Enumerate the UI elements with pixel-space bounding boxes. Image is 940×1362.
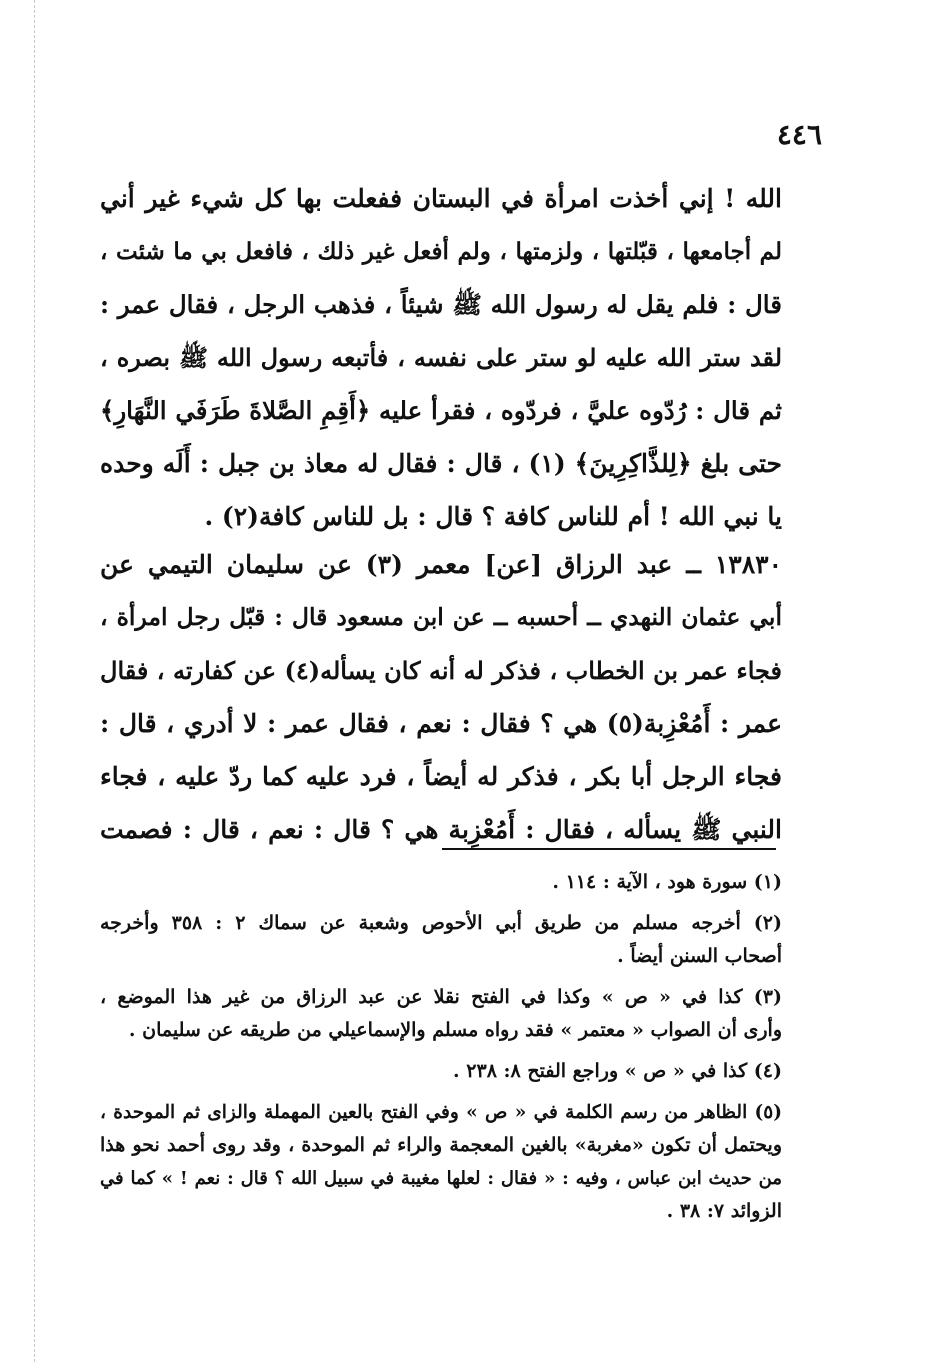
footnote-2 xyxy=(100,907,782,973)
footnote-line: أصحاب السنن أيضاً . xyxy=(617,945,782,967)
text-line: الله ! إني أخذت امرأة في البستان ففعلت بها كل شيء غير أني xyxy=(100,184,782,213)
footnote-line: من حديث ابن عباس ، وفيه : « فقال : لعلها مغيبة في سبيل الله ؟ قال : نعم ! » كما في xyxy=(100,1168,782,1189)
text-line: فجاء عمر بن الخطاب ، فذكر له أنه كان يسأله(٤) عن كفارته ، فقال xyxy=(100,656,782,685)
text-line: أبي عثمان النهدي ــ أحسبه ــ عن ابن مسعود قال : قبّل رجل امرأة ، xyxy=(100,603,782,631)
text-line: يا نبي الله ! أم للناس كافة ؟ قال : بل للناس كافة(٢) . xyxy=(204,502,782,531)
page-number: ٤٤٦ xyxy=(776,118,822,151)
text-line: لقد ستر الله عليه لو ستر على نفسه ، فأتبعه رسول الله ﷺ بصره ، xyxy=(100,343,782,372)
footnote-separator xyxy=(442,848,776,850)
paragraph-2 xyxy=(100,538,782,856)
footnote-line: (٢) أخرجه مسلم من طريق أبي الأحوص وشعبة عن سماك ٢ : ٣٥٨ وأخرجه xyxy=(100,912,783,934)
scan-edge-line xyxy=(34,0,35,1362)
text-line: لم أجامعها ، قبّلتها ، ولزمتها ، ولم أفعل غير ذلك ، فافعل بي ما شئت ، xyxy=(100,238,782,265)
text-line: ثم قال : رُدّوه عليَّ ، فردّوه ، فقرأ عليه ﴿أَقِمِ الصَّلاةَ طَرَفَي النَّهَارِ﴾ xyxy=(100,396,782,425)
text-line: عمر : أَمُعْزِبة(٥) هي ؟ فقال : نعم ، فقال عمر : لا أدري ، قال : xyxy=(100,709,782,738)
footnote-4 xyxy=(100,1055,782,1088)
footnote-1 xyxy=(100,866,782,899)
footnote-3 xyxy=(100,981,782,1047)
footnote-line: وأرى أن الصواب « معتمر » فقد رواه مسلم والإسماعيلي من طريقه عن سليمان . xyxy=(128,1019,782,1041)
footnote-line: (٣) كذا في « ص » وكذا في الفتح نقلا عن عبد الرزاق من غير هذا الموضع ، xyxy=(100,986,782,1008)
footnote-line: الزوائد ٧: ٣٨ . xyxy=(666,1200,782,1222)
paragraph-1 xyxy=(100,172,782,543)
text-line: ١٣٨٣٠ ــ عبد الرزاق [عن] معمر (٣) عن سليمان التيمي عن xyxy=(100,550,783,579)
footnote-5 xyxy=(100,1096,782,1228)
text-line: قال : فلم يقل له رسول الله ﷺ شيئاً ، فذهب الرجل ، فقال عمر : xyxy=(100,290,782,319)
footnote-line: (١) سورة هود ، الآية : ١١٤ . xyxy=(552,871,782,893)
footnote-line: ويحتمل أن تكون «مغربة» بالغين المعجمة والراء ثم الموحدة ، وقد روى أحمد نحو هذا xyxy=(100,1134,782,1156)
text-line: فجاء الرجل أبا بكر ، فذكر له أيضاً ، فرد عليه كما ردّ عليه ، فجاء xyxy=(100,762,782,791)
footnote-line: (٥) الظاهر من رسم الكلمة في « ص » وفي الفتح بالعين المهملة والزاى ثم الموحدة ، xyxy=(100,1102,782,1123)
text-line: حتى بلغ ﴿لِلذَّاكِرِينَ﴾ (١) ، قال : فقال له معاذ بن جبل : أَلَه وحده xyxy=(100,449,782,478)
footnote-line: (٤) كذا في « ص » وراجع الفتح ٨: ٢٣٨ . xyxy=(453,1060,782,1082)
footnotes xyxy=(100,866,782,1236)
text-line: النبي ﷺ يسأله ، فقال : أَمُعْزِبة هي ؟ قال : نعم ، قال : فصمت xyxy=(100,815,782,844)
